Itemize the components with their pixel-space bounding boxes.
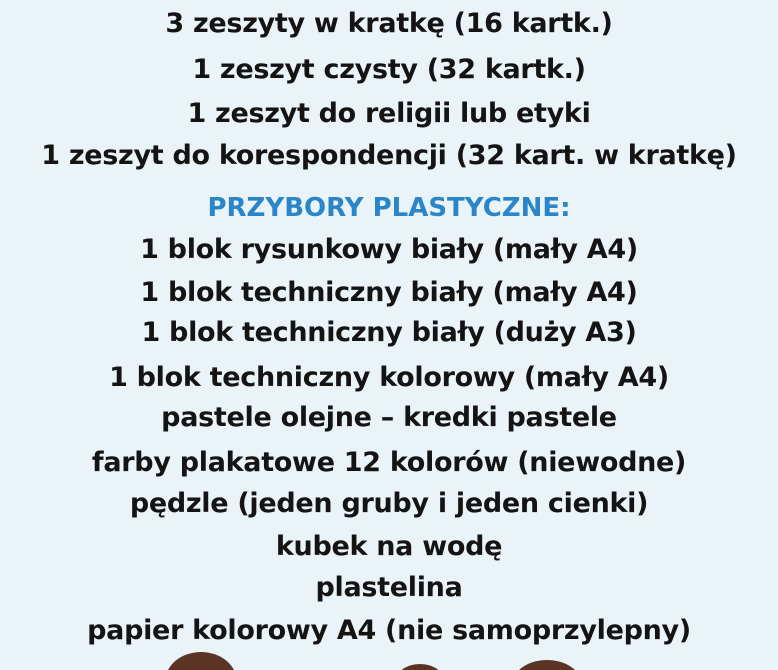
art-supply-item: papier kolorowy A4 (nie samoprzylepny) (87, 615, 691, 646)
art-supply-item: pędzle (jeden gruby i jeden cienki) (129, 488, 649, 519)
decorative-illustration-left (165, 652, 237, 670)
art-supply-item: farby plakatowe 12 kolorów (niewodne) (91, 447, 687, 478)
notebook-item: 1 zeszyt do korespondencji (32 kart. w kratkę) (41, 140, 737, 171)
decorative-illustration-right (512, 660, 582, 670)
art-supply-item: 1 blok techniczny biały (duży A3) (141, 317, 637, 348)
decorative-illustration-middle (394, 664, 446, 670)
notebook-item: 1 zeszyt do religii lub etyki (187, 98, 591, 129)
art-supply-item: kubek na wodę (275, 531, 503, 562)
notebook-item: 1 zeszyt czysty (32 kartk.) (192, 54, 586, 85)
art-supply-item: 1 blok rysunkowy biały (mały A4) (140, 234, 638, 265)
art-supply-item: 1 blok techniczny kolorowy (mały A4) (109, 362, 669, 393)
art-supply-item: pastele olejne – kredki pastele (161, 402, 617, 433)
art-supply-item: plastelina (315, 572, 463, 603)
art-supply-item: 1 blok techniczny biały (mały A4) (140, 277, 638, 308)
art-supplies-heading: PRZYBORY PLASTYCZNE: (207, 193, 571, 223)
notebook-item: 3 zeszyty w kratkę (16 kartk.) (165, 8, 613, 39)
